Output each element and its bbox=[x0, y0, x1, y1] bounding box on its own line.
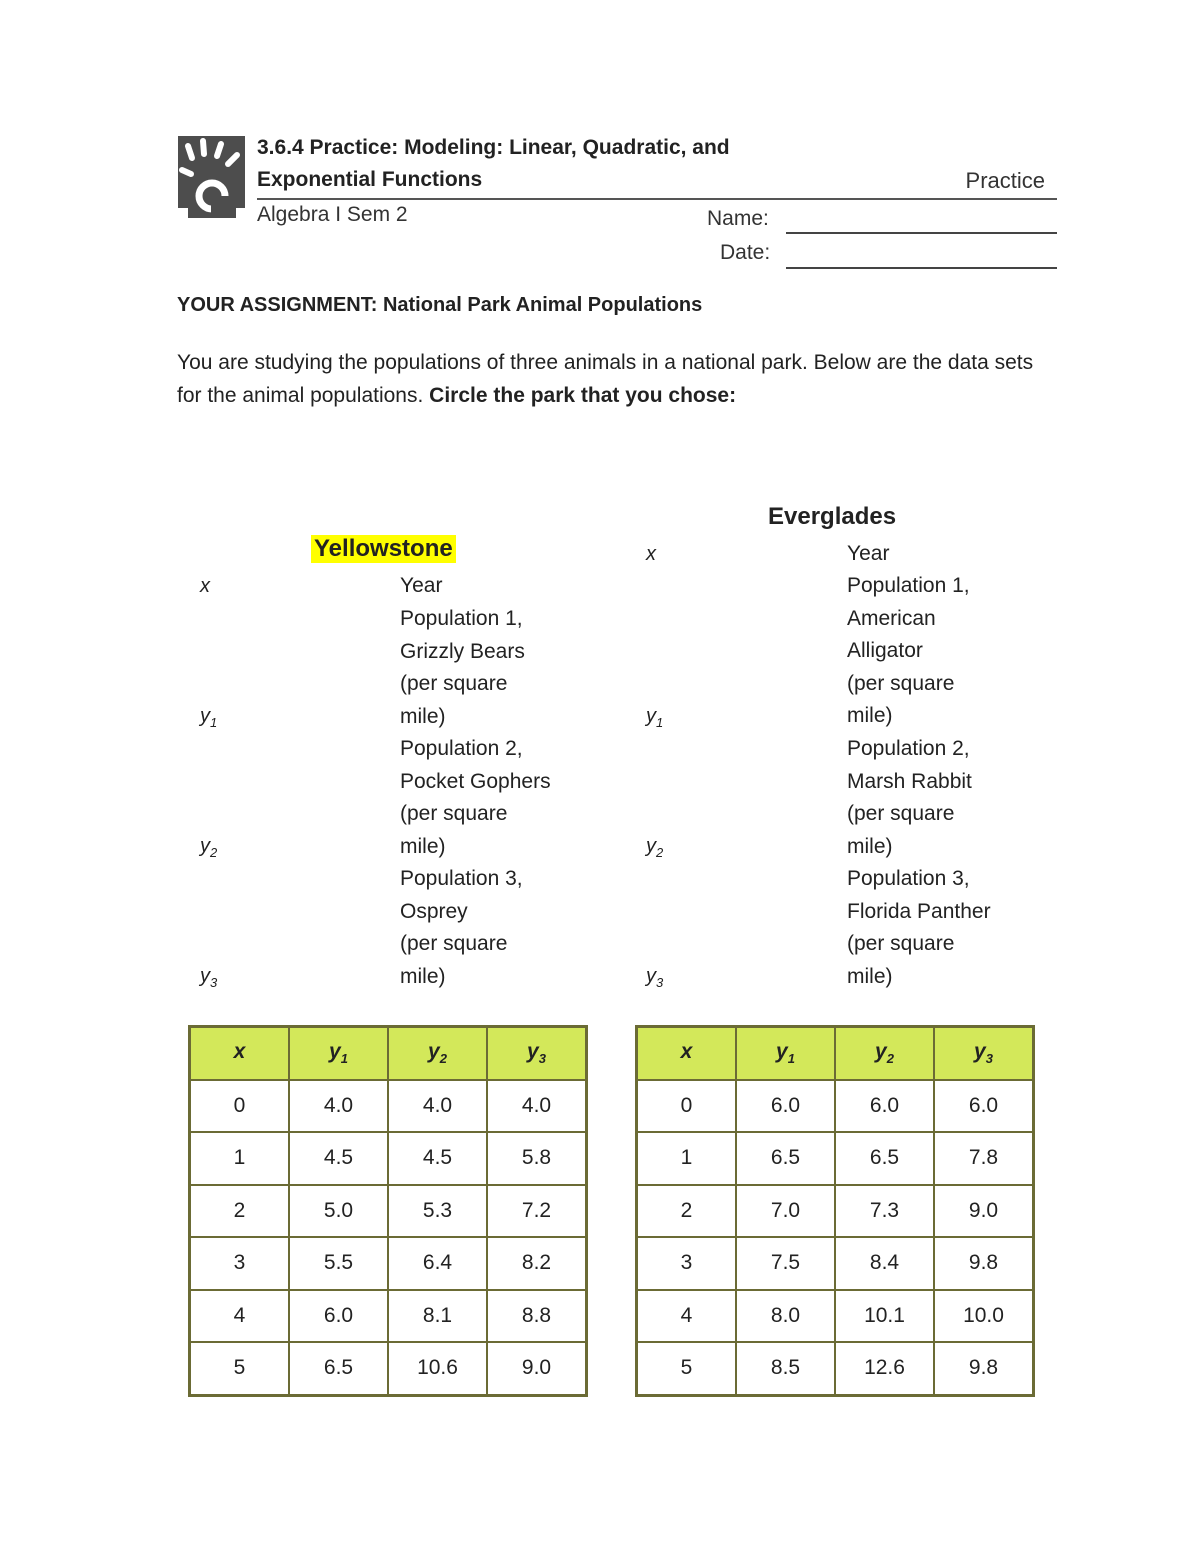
table-cell: 5 bbox=[637, 1342, 737, 1395]
table-cell: 4.0 bbox=[289, 1080, 388, 1133]
variable-symbol: $y_2$ bbox=[646, 835, 664, 860]
table-cell: 6.0 bbox=[736, 1080, 835, 1133]
column-header: $y_1$ bbox=[736, 1027, 835, 1080]
column-header: $y_2$ bbox=[388, 1027, 487, 1080]
table-cell: 5.8 bbox=[487, 1132, 587, 1185]
table-cell: 9.0 bbox=[487, 1342, 587, 1395]
table-row bbox=[637, 1080, 1034, 1133]
table-row bbox=[637, 1237, 1034, 1290]
table-cell: 7.8 bbox=[934, 1132, 1034, 1185]
table-cell: 8.5 bbox=[736, 1342, 835, 1395]
table-row bbox=[637, 1132, 1034, 1185]
variable-symbol: $y_2$ bbox=[200, 835, 218, 860]
everglades-data-table bbox=[635, 1025, 1035, 1397]
table-cell: 5 bbox=[190, 1342, 290, 1395]
variable-description: Year bbox=[400, 574, 443, 597]
variable-description: Population 1, Grizzly Bears (per square mile) bbox=[400, 607, 525, 728]
table-cell: 10.0 bbox=[934, 1290, 1034, 1343]
table-cell: 8.8 bbox=[487, 1290, 587, 1343]
table-cell: 5.5 bbox=[289, 1237, 388, 1290]
table-cell: 4 bbox=[190, 1290, 290, 1343]
table-cell: 5.0 bbox=[289, 1185, 388, 1238]
variable-symbol: $y_1$ bbox=[200, 705, 218, 730]
table-cell: 6.0 bbox=[934, 1080, 1034, 1133]
document-type-label: Practice bbox=[965, 168, 1045, 193]
table-row bbox=[190, 1185, 587, 1238]
intro-text: You are studying the populations of three animals in a national park. Below are the data sets for the animal populations. bbox=[177, 351, 1034, 407]
variable-symbol: $y_3$ bbox=[646, 965, 664, 990]
table-cell: 6.0 bbox=[289, 1290, 388, 1343]
table-cell: 6.4 bbox=[388, 1237, 487, 1290]
table-cell: 4.0 bbox=[388, 1080, 487, 1133]
park-title-everglades[interactable]: Everglades bbox=[768, 503, 897, 530]
variable-description: Population 2, Marsh Rabbit (per square mile) bbox=[847, 737, 972, 858]
column-header: $y_3$ bbox=[934, 1027, 1034, 1080]
table-cell: 8.0 bbox=[736, 1290, 835, 1343]
table-row bbox=[190, 1080, 587, 1133]
variable-symbol: $y_3$ bbox=[200, 965, 218, 990]
intro-instruction: Circle the park that you chose: bbox=[429, 384, 737, 407]
table-row bbox=[637, 1290, 1034, 1343]
table-cell: 4.5 bbox=[289, 1132, 388, 1185]
yellowstone-data-table bbox=[188, 1025, 588, 1397]
column-header: $y_2$ bbox=[835, 1027, 934, 1080]
variable-description: Population 3, Florida Panther (per square mile) bbox=[847, 867, 991, 988]
table-cell: 8.4 bbox=[835, 1237, 934, 1290]
table-cell: 7.3 bbox=[835, 1185, 934, 1238]
column-header: $y_3$ bbox=[487, 1027, 587, 1080]
assignment-heading: YOUR ASSIGNMENT: National Park Animal Populations bbox=[177, 294, 703, 316]
table-header-row bbox=[637, 1027, 1034, 1080]
table-header-row bbox=[190, 1027, 587, 1080]
name-field[interactable] bbox=[786, 232, 1057, 234]
variable-symbol: x bbox=[200, 575, 210, 597]
table-cell: 12.6 bbox=[835, 1342, 934, 1395]
name-label: Name: bbox=[707, 207, 769, 230]
table-cell: 1 bbox=[190, 1132, 290, 1185]
table-row bbox=[190, 1132, 587, 1185]
table-cell: 7.5 bbox=[736, 1237, 835, 1290]
table-cell: 4 bbox=[637, 1290, 737, 1343]
variable-symbol: x bbox=[646, 543, 656, 565]
document-title-line-1: 3.6.4 Practice: Modeling: Linear, Quadratic, and bbox=[257, 136, 730, 159]
table-row bbox=[637, 1342, 1034, 1395]
table-cell: 3 bbox=[190, 1237, 290, 1290]
table-cell: 1 bbox=[637, 1132, 737, 1185]
table-cell: 9.0 bbox=[934, 1185, 1034, 1238]
header-divider bbox=[257, 198, 1057, 200]
variable-description: Population 1, American Alligator (per square mile) bbox=[847, 574, 970, 727]
course-label: Algebra I Sem 2 bbox=[257, 203, 408, 226]
table-cell: 0 bbox=[637, 1080, 737, 1133]
table-cell: 6.0 bbox=[835, 1080, 934, 1133]
table-cell: 10.6 bbox=[388, 1342, 487, 1395]
table-cell: 0 bbox=[190, 1080, 290, 1133]
table-cell: 2 bbox=[190, 1185, 290, 1238]
table-row bbox=[190, 1290, 587, 1343]
sunburst-head-logo-icon bbox=[178, 136, 245, 218]
variable-description: Year bbox=[847, 542, 890, 565]
table-cell: 3 bbox=[637, 1237, 737, 1290]
assignment-intro bbox=[177, 346, 1047, 412]
column-header: x bbox=[637, 1027, 737, 1080]
date-label: Date: bbox=[720, 241, 771, 264]
table-cell: 2 bbox=[637, 1185, 737, 1238]
table-cell: 5.3 bbox=[388, 1185, 487, 1238]
table-cell: 4.5 bbox=[388, 1132, 487, 1185]
column-header: x bbox=[190, 1027, 290, 1080]
table-cell: 7.2 bbox=[487, 1185, 587, 1238]
variable-description: Population 3, Osprey (per square mile) bbox=[400, 867, 523, 988]
variable-symbol: $y_1$ bbox=[646, 705, 664, 730]
table-cell: 6.5 bbox=[736, 1132, 835, 1185]
document-title-line-2: Exponential Functions bbox=[257, 168, 483, 191]
park-title-yellowstone[interactable]: Yellowstone bbox=[311, 535, 456, 563]
table-cell: 9.8 bbox=[934, 1342, 1034, 1395]
date-field[interactable] bbox=[786, 267, 1057, 269]
table-row bbox=[637, 1185, 1034, 1238]
variable-description: Population 2, Pocket Gophers (per square mile) bbox=[400, 737, 551, 858]
table-cell: 4.0 bbox=[487, 1080, 587, 1133]
table-cell: 8.2 bbox=[487, 1237, 587, 1290]
table-row bbox=[190, 1342, 587, 1395]
table-row bbox=[190, 1237, 587, 1290]
table-cell: 6.5 bbox=[835, 1132, 934, 1185]
table-cell: 6.5 bbox=[289, 1342, 388, 1395]
column-header: $y_1$ bbox=[289, 1027, 388, 1080]
table-cell: 10.1 bbox=[835, 1290, 934, 1343]
table-cell: 8.1 bbox=[388, 1290, 487, 1343]
table-cell: 9.8 bbox=[934, 1237, 1034, 1290]
table-cell: 7.0 bbox=[736, 1185, 835, 1238]
